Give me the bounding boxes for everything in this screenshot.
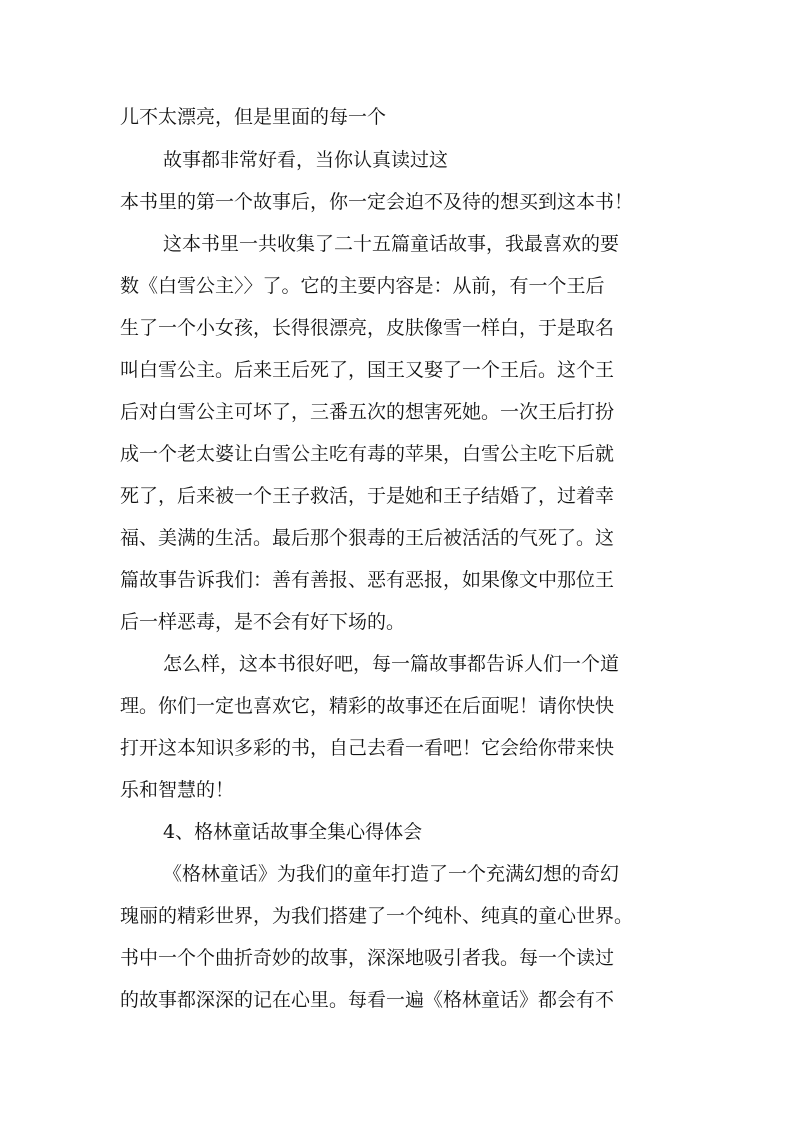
text-line: 瑰丽的精彩世界，为我们搭建了一个纯朴、纯真的童心世界。 bbox=[120, 905, 634, 927]
text-line: 本书里的第一个故事后，你一定会迫不及待的想买到这本书！ bbox=[120, 191, 634, 213]
text-line: 后一样恶毒，是不会有好下场的。 bbox=[120, 611, 406, 633]
text-line: 福、美满的生活。最后那个狠毒的王后被活活的气死了。这 bbox=[120, 527, 615, 549]
text-line: 篇故事告诉我们：善有善报、恶有恶报，如果像文中那位王 bbox=[120, 569, 615, 591]
text-line: 的故事都深深的记在心里。每看一遍《格林童话》都会有不 bbox=[120, 989, 615, 1011]
text-line: 理。你们一定也喜欢它，精彩的故事还在后面呢！请你快快 bbox=[120, 695, 615, 717]
text-line: 儿不太漂亮，但是里面的每一个 bbox=[120, 106, 387, 128]
text-line: 死了，后来被一个王子救活，于是她和王子结婚了，过着幸 bbox=[120, 485, 615, 507]
text-line: 成一个老太婆让白雪公主吃有毒的苹果，白雪公主吃下后就 bbox=[120, 443, 615, 465]
text-line: 数《白雪公主〉〉了。它的主要内容是：从前，有一个王后 bbox=[120, 275, 605, 297]
text-line: 后对白雪公主可坏了，三番五次的想害死她。一次王后打扮 bbox=[120, 401, 615, 423]
text-line: 书中一个个曲折奇妙的故事，深深地吸引者我。每一个读过 bbox=[120, 947, 615, 969]
text-line: 《格林童话》为我们的童年打造了一个充满幻想的奇幻 bbox=[163, 863, 620, 885]
text-line: 乐和智慧的！ bbox=[120, 779, 235, 801]
text-line: 叫白雪公主。后来王后死了，国王又娶了一个王后。这个王 bbox=[120, 359, 615, 381]
text-line: 打开这本知识多彩的书，自己去看一看吧！它会给你带来快 bbox=[120, 737, 615, 759]
text-line: 这本书里一共收集了二十五篇童话故事，我最喜欢的要 bbox=[163, 233, 620, 255]
text-line: 故事都非常好看，当你认真读过这 bbox=[163, 149, 449, 171]
section-heading: 4、格林童话故事全集心得体会 bbox=[163, 821, 423, 843]
text-line: 怎么样，这本书很好吧，每一篇故事都告诉人们一个道 bbox=[163, 653, 620, 675]
text-line: 生了一个小女孩，长得很漂亮，皮肤像雪一样白，于是取名 bbox=[120, 317, 615, 339]
